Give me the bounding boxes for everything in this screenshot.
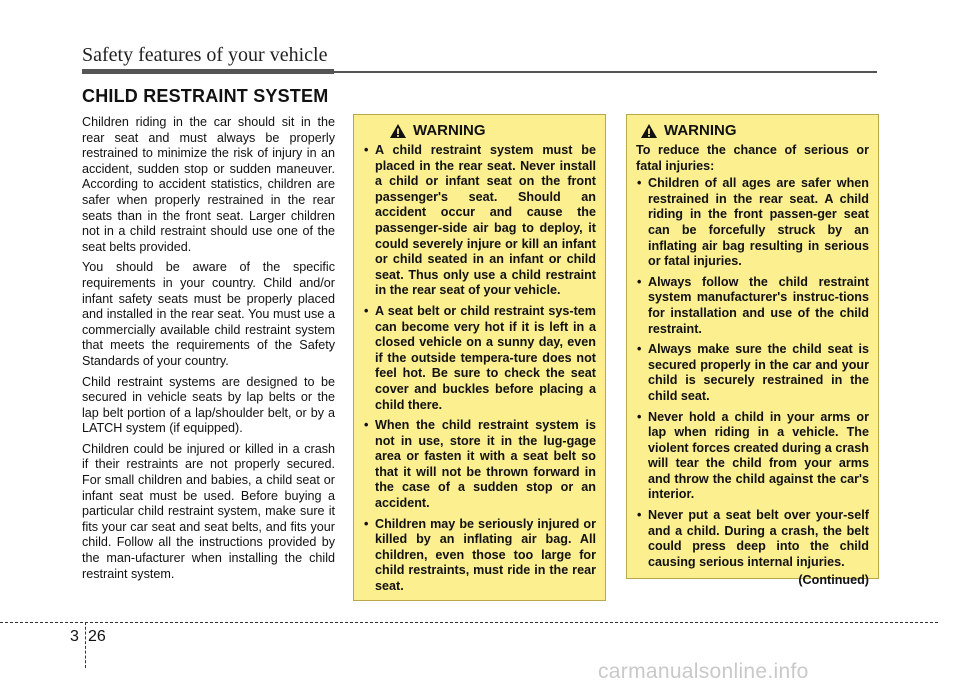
warning-item: • Never put a seat belt over your-self and a child. During a crash, the belt could press deep into the child causing serious internal injuries. bbox=[636, 508, 869, 570]
watermark: carmanualsonline.info bbox=[598, 660, 809, 683]
warning-item: • Children may be seriously injured or killed by an inflating air bag. All children, even those too large for child restraints, must ride in the rear seat. bbox=[363, 517, 596, 595]
warning-title: WARNING bbox=[664, 122, 737, 140]
warning-list bbox=[636, 176, 869, 570]
warning-item: • When the child restraint system is not in use, store it in the lug-gage area or fasten it with a seat belt so that it will not be thrown forward in the case of a sudden stop or an accident. bbox=[363, 418, 596, 512]
chapter-number: 3 bbox=[70, 628, 79, 645]
warning-item: • Never hold a child in your arms or lap when riding in a vehicle. The violent forces created during a crash will tear the child from your arms and throw the child against the car's interior. bbox=[636, 410, 869, 504]
page-number: 26 bbox=[88, 628, 106, 645]
warning-list bbox=[363, 143, 596, 595]
warning-triangle-icon bbox=[640, 123, 658, 139]
warning-item: • A seat belt or child restraint sys-tem can become very hot if it is left in a closed vehicle on a sunny day, even if the outside tempera-ture does not feel hot. Be sure to check the seat cover and buckles before placing a child there. bbox=[363, 304, 596, 413]
continued-label: (Continued) bbox=[798, 573, 869, 588]
header-title: Safety features of your vehicle bbox=[82, 44, 328, 66]
body-paragraph: Children riding in the car should sit in the rear seat and must always be properly restrained to minimize the risk of injury in an accident, sudden stop or sudden maneuver. According to accident statistics, children are safer when properly restrained in the rear seats than in the front seat. Larger children not in a child restraint should use one of the seat belts provided. bbox=[82, 115, 335, 254]
warning-item: • Children of all ages are safer when restrained in the rear seat. A child riding in the front passen-ger seat can be forcefully struck by an inflating air bag resulting in serious or fatal injuries. bbox=[636, 176, 869, 270]
warning-header bbox=[640, 123, 869, 139]
warning-triangle-icon bbox=[389, 123, 407, 139]
body-text-column bbox=[82, 115, 335, 587]
warning-item: • Always follow the child restraint system manufacturer's instruc-tions for installation and use of the child restraint. bbox=[636, 275, 869, 337]
body-paragraph: Children could be injured or killed in a crash if their restraints are not properly secured. For small children and babies, a child seat or infant seat must be used. Before buying a particular child restraint system, make sure it fits your car seat and seat belts, and fits your child. Follow all the instructions provided by the man-ufacturer when installing the child restraint system. bbox=[82, 441, 335, 581]
warning-intro: To reduce the chance of serious or fatal injuries: bbox=[636, 143, 869, 173]
body-paragraph: You should be aware of the specific requirements in your country. Child and/or infant safety seats must be properly placed and installed in the rear seat. You must use a commercially available child restraint system that meets the requirements of the Safety Standards of your country. bbox=[82, 260, 335, 368]
warning-title: WARNING bbox=[413, 122, 486, 140]
body-paragraph: Child restraint systems are designed to be secured in vehicle seats by lap belts or the lap belt portion of a lap/shoulder belt, or by a LATCH system (if equipped). bbox=[82, 374, 335, 436]
warning-item: • Always make sure the child seat is secured properly in the car and your child is securely restrained in the child seat. bbox=[636, 342, 869, 404]
warning-box-right bbox=[626, 114, 879, 588]
warning-box-left bbox=[353, 114, 606, 601]
header-rule-accent bbox=[82, 69, 334, 74]
footer-rule bbox=[0, 622, 938, 623]
section-title: CHILD RESTRAINT SYSTEM bbox=[82, 86, 329, 106]
warning-item: • A child restraint system must be placed in the rear seat. Never install a child or infant seat on the front passenger's seat. Should an accident occur and cause the passenger-side air bag to deploy, it could severely injure or kill an infant or child seated in an infant or child seat. Thus only use a child restraint in the rear seat of your vehicle. bbox=[363, 143, 596, 299]
footer-divider bbox=[85, 622, 86, 668]
warning-header bbox=[389, 123, 596, 139]
